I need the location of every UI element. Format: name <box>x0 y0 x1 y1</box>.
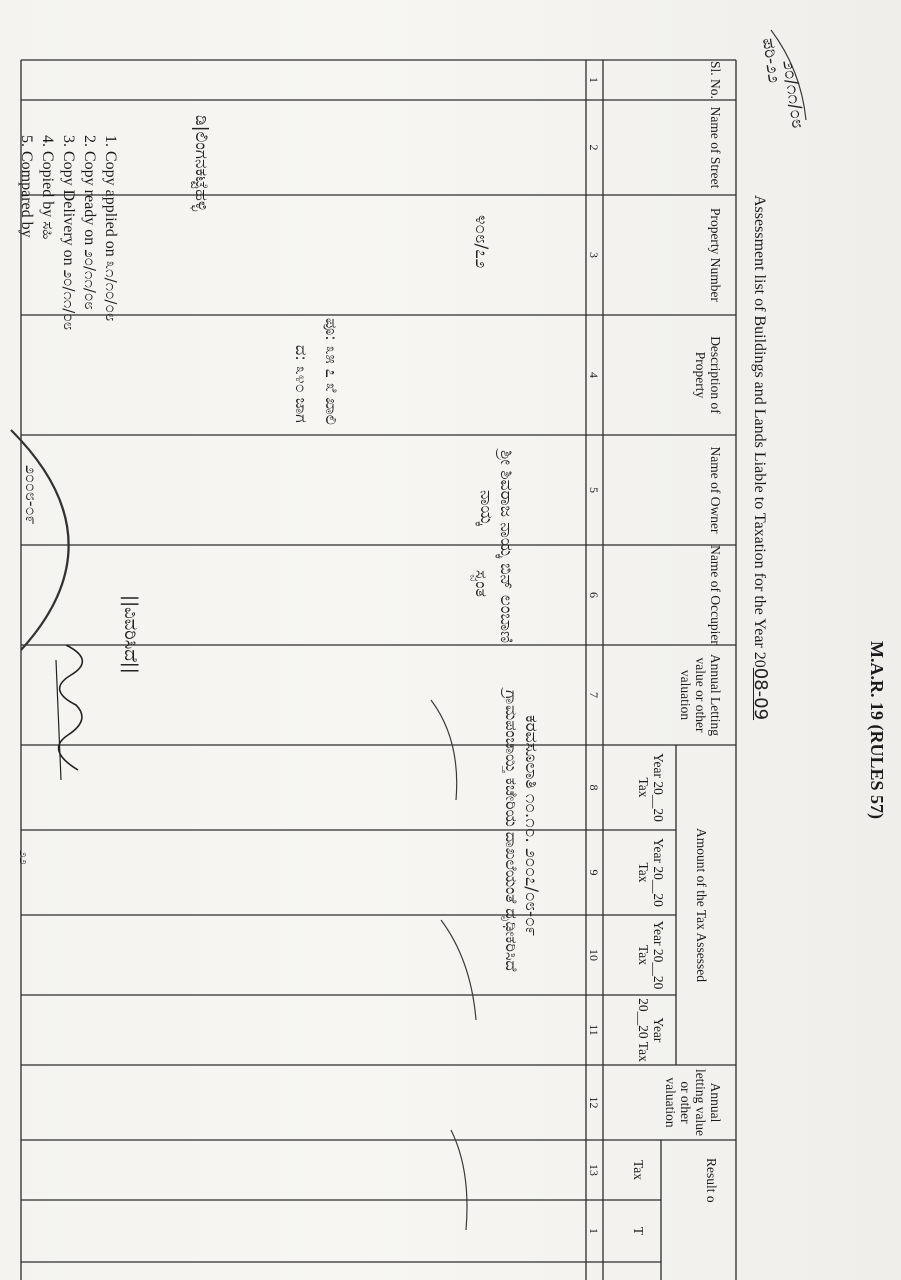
footer-label: 3. Copy Delivery on <box>60 135 77 266</box>
footer-value: ಸಹಿ <box>39 221 57 240</box>
col-num-7: 7 <box>587 692 601 698</box>
entry-description-1: ಪೂ: ೩೫ ೭ ೩ೆ ಖಾಲಿ <box>322 318 341 425</box>
col-num-3: 3 <box>587 252 601 258</box>
col-header-description: Description of Property <box>693 336 723 414</box>
col-num-1: 1 <box>587 77 601 83</box>
form-title: M.A.R. 19 (RULES 57) <box>867 641 887 819</box>
footer-item-4 <box>37 135 58 330</box>
col-num-4: 4 <box>587 372 601 378</box>
entry-occupier: ಸ್ವಂತ <box>472 570 491 597</box>
result-group-header: Result o <box>704 1158 719 1203</box>
col-header-year-9: Year 20__20 Tax <box>636 838 666 907</box>
entry-owner-1: ಶ್ರೀ ಶಿವರಾಜ ನಾಯ್ಕ ಬಿನ್ ಲಂಬಾಣಿ <box>496 450 516 644</box>
footer-value: ೨೦/೧೧/೦೮ <box>81 249 99 310</box>
col-num-14: 1 <box>587 1228 601 1234</box>
col-num-11: 11 <box>587 1024 601 1036</box>
stamp-arc <box>1 420 141 660</box>
note-top-left-2: ೨೦/೧೧/೦೮ <box>778 58 808 130</box>
footer-item-2 <box>79 135 100 330</box>
footer-value: ೨೦/೧೧/೦೮ <box>60 269 78 331</box>
col-num-13: 13 <box>587 1164 601 1176</box>
footer-label: 4. Copied by <box>39 135 56 218</box>
col-header-result-tax: Tax <box>631 1159 646 1181</box>
entry-description-2: ದ: ೩೪೦ ಜಾಗ <box>292 345 311 423</box>
footer-item-5 <box>16 135 37 330</box>
note-top-left-1: ಪರಿ-೨೨ <box>757 36 785 85</box>
note-bottom-year: ೨೦೦೮-೦೯ <box>22 465 41 525</box>
entry-remarks-2: ಗ್ರಾಮಪಂಚಾಯ್ತಿ ಕಚೇರಿಯ ದಾಖಲೆಯಂತೆ ದೃಢೀಕರಿಸಿದೆ <box>502 690 521 972</box>
entry-property-number: ೪೦೮/೭೨ <box>471 215 491 269</box>
col-num-2: 2 <box>587 144 601 151</box>
col-num-12: 12 <box>587 1096 601 1109</box>
col-header-year-11: Year 20__20 Tax <box>636 998 666 1062</box>
note-bottom-center: ||ವಿವರಿಸಿದೆ|| <box>120 595 141 674</box>
col-num-9: 9 <box>587 869 601 876</box>
footer-label: 5. Compared by <box>18 135 35 238</box>
footer-item-3 <box>58 135 79 330</box>
col-num-8: 8 <box>587 784 601 791</box>
entry-remarks-1: ಕರವಸೂಲಾತಿ ೧೦.೧೦. ೨೦೦೭/೦೮-೦೯ <box>521 715 541 937</box>
footer-list <box>16 135 121 330</box>
entry-owner-2: ನಾಯ್ಕ <box>476 490 496 526</box>
year-handwritten: 08-09 <box>750 667 771 721</box>
signature <box>46 640 106 790</box>
tax-assessed-group-header: Amount of the Tax Assessed <box>694 827 709 983</box>
footer-label: 2. Copy ready on <box>81 135 98 246</box>
col-header-year-10: Year 20__20 Tax <box>636 920 666 990</box>
col-header-owner: Name of Owner <box>708 446 723 534</box>
col-header-occupier: Name of Occupier <box>708 545 723 645</box>
footer-value: ೩೧/೧೦/೦೮ <box>102 260 120 322</box>
col-num-10: 10 <box>587 949 601 961</box>
subtitle-text: Assessment list of Buildings and Lands Liable to Taxation for the Year 20 <box>751 195 768 668</box>
col-header-sl-no: Sl. No. <box>708 61 723 99</box>
footer-label: 1. Copy applied on <box>102 135 119 257</box>
col-header-result-extra: T <box>631 1226 646 1236</box>
entry-street: ಡಿ|ಲಿಂಗನಕಟ್ಟೆಹಳ್ಳಿ <box>191 115 211 212</box>
col-header-street: Name of Street <box>708 106 723 189</box>
col-num-5: 5 <box>587 487 601 493</box>
col-header-result-valuation: Annual letting value or other valuation <box>663 1068 723 1137</box>
col-header-property-number: Property Number <box>708 207 723 303</box>
col-num-6: 6 <box>587 592 601 598</box>
col-header-annual-letting: Annual Letting value or other valuation <box>678 653 723 737</box>
col-header-year-8: Year 20__20 Tax <box>636 753 666 822</box>
note-bottom-right: ೨೨ <box>16 850 31 865</box>
footer-item-1 <box>100 135 121 330</box>
